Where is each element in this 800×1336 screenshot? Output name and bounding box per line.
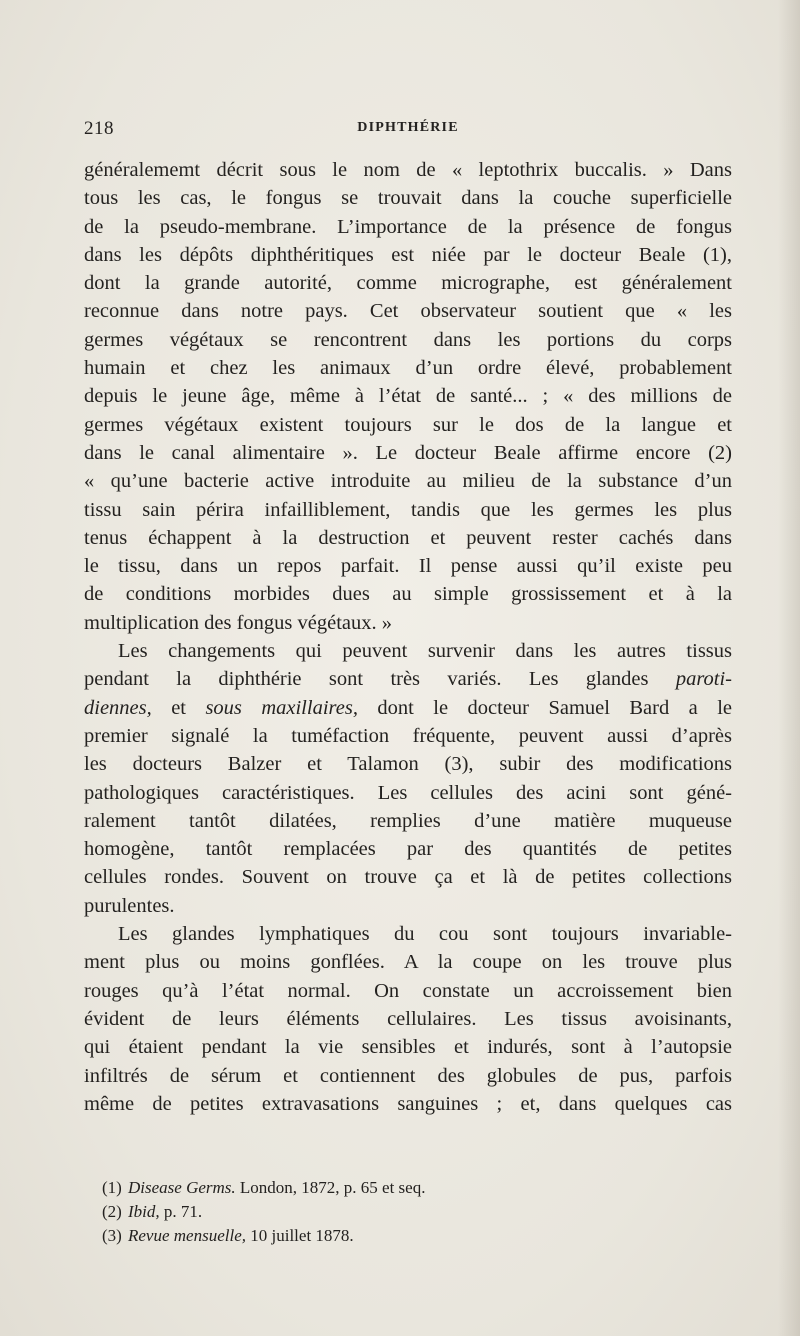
- text-line: tissu sain périra infailliblement, tandis que les germes les plus: [84, 498, 732, 521]
- text-line: infiltrés de sérum et contiennent des globules de pus, parfois: [84, 1064, 732, 1087]
- text-line: depuis le jeune âge, même à l’état de santé... ; « des millions de: [84, 385, 732, 408]
- text-line: qui étaient pendant la vie sensibles et indurés, sont à l’autopsie: [84, 1036, 732, 1059]
- footnote-text: p. 71.: [159, 1202, 203, 1221]
- footnote-title: Ibid,: [128, 1202, 160, 1221]
- text-line: rouges qu’à l’état normal. On constate un accroissement bien: [84, 979, 732, 1002]
- italic-term: paroti-: [675, 668, 732, 691]
- text-line: tous les cas, le fongus se trouvait dans la couche superficielle: [84, 187, 732, 210]
- footnote-text: London, 1872, p. 65 et seq.: [235, 1178, 426, 1197]
- text-line: généralememt décrit sous le nom de « leptothrix buccalis. » Dans: [84, 159, 732, 181]
- italic-term: sous maxillaires,: [205, 696, 358, 719]
- text-line: homogène, tantôt remplacées par des quantités de petites: [84, 838, 732, 861]
- text-line: germes végétaux existent toujours sur le dos de la langue et: [84, 413, 732, 436]
- footnote-2: [102, 1200, 662, 1224]
- text-line: les docteurs Balzer et Talamon (3), subir des modifications: [84, 753, 732, 776]
- text-segment: et: [151, 696, 206, 719]
- body-text: [84, 156, 732, 1118]
- text-line: ralement tantôt dilatées, remplies d’une matière muqueuse: [84, 809, 732, 832]
- footnote-title: Revue mensuelle,: [128, 1226, 246, 1245]
- text-segment: dont le docteur Samuel Bard a le: [357, 696, 732, 719]
- text-line: « qu’une bacterie active introduite au milieu de la substance d’un: [84, 470, 732, 493]
- text-line: multiplication des fongus végétaux. »: [84, 611, 393, 634]
- text-line: Les changements qui peuvent survenir dans les autres tissus: [118, 640, 732, 663]
- text-line: cellules rondes. Souvent on trouve ça et là de petites collections: [84, 866, 732, 889]
- running-title: DIPHTHÉRIE: [357, 120, 459, 135]
- page-edge-shadow: [778, 0, 800, 1336]
- paragraph-2: [84, 637, 732, 920]
- footnote-text: 10 juillet 1878.: [246, 1226, 354, 1245]
- text-line: même de petites extravasations sanguines ; et, dans quelques cas: [84, 1092, 732, 1115]
- text-line: purulentes.: [84, 894, 175, 917]
- footnote-mark: (1): [102, 1178, 122, 1197]
- text-line: dans les dépôts diphthéritiques est niée par le docteur Beale (1),: [84, 243, 732, 266]
- text-line: de conditions morbides dues au simple grossissement et à la: [84, 583, 732, 606]
- text-line: dans le canal alimentaire ». Le docteur Beale affirme encore (2): [84, 441, 732, 464]
- text-line: premier signalé la tuméfaction fréquente, peuvent aussi d’après: [84, 724, 732, 747]
- text-line: Les glandes lymphatiques du cou sont toujours invariable-: [118, 923, 732, 946]
- footnote-mark: (2): [102, 1202, 122, 1221]
- footnote-3: [102, 1224, 662, 1248]
- text-line: reconnue dans notre pays. Cet observateur soutient que « les: [84, 300, 732, 323]
- text-line-composite: [84, 694, 732, 722]
- text-segment: pendant la diphthérie sont très variés. Les glandes: [84, 668, 676, 691]
- page-number: 218: [84, 118, 114, 139]
- text-line: de la pseudo-membrane. L’importance de la présence de fongus: [84, 215, 732, 238]
- text-line: tenus échappent à la destruction et peuvent rester cachés dans: [84, 526, 732, 549]
- text-line: humain et chez les animaux d’un ordre élevé, probablement: [84, 357, 732, 380]
- paragraph-3: [84, 920, 732, 1118]
- text-line-composite: [84, 665, 732, 693]
- text-line: ment plus ou moins gonflées. A la coupe on les trouve plus: [84, 951, 732, 974]
- paragraph-1: [84, 156, 732, 637]
- footnote-title: Disease Germs.: [128, 1178, 236, 1197]
- italic-term: diennes,: [84, 696, 152, 719]
- text-line: évident de leurs éléments cellulaires. Les tissus avoisinants,: [84, 1007, 732, 1030]
- text-line: dont la grande autorité, comme micrographe, est généralement: [84, 272, 732, 295]
- text-line: pathologiques caractéristiques. Les cellules des acini sont géné-: [84, 781, 732, 804]
- footnote-1: [102, 1176, 662, 1200]
- text-line: germes végétaux se rencontrent dans les portions du corps: [84, 328, 732, 351]
- footnote-mark: (3): [102, 1226, 122, 1245]
- footnotes: [102, 1176, 662, 1248]
- running-head: [84, 118, 732, 142]
- text-line: le tissu, dans un repos parfait. Il pense aussi qu’il existe peu: [84, 555, 732, 578]
